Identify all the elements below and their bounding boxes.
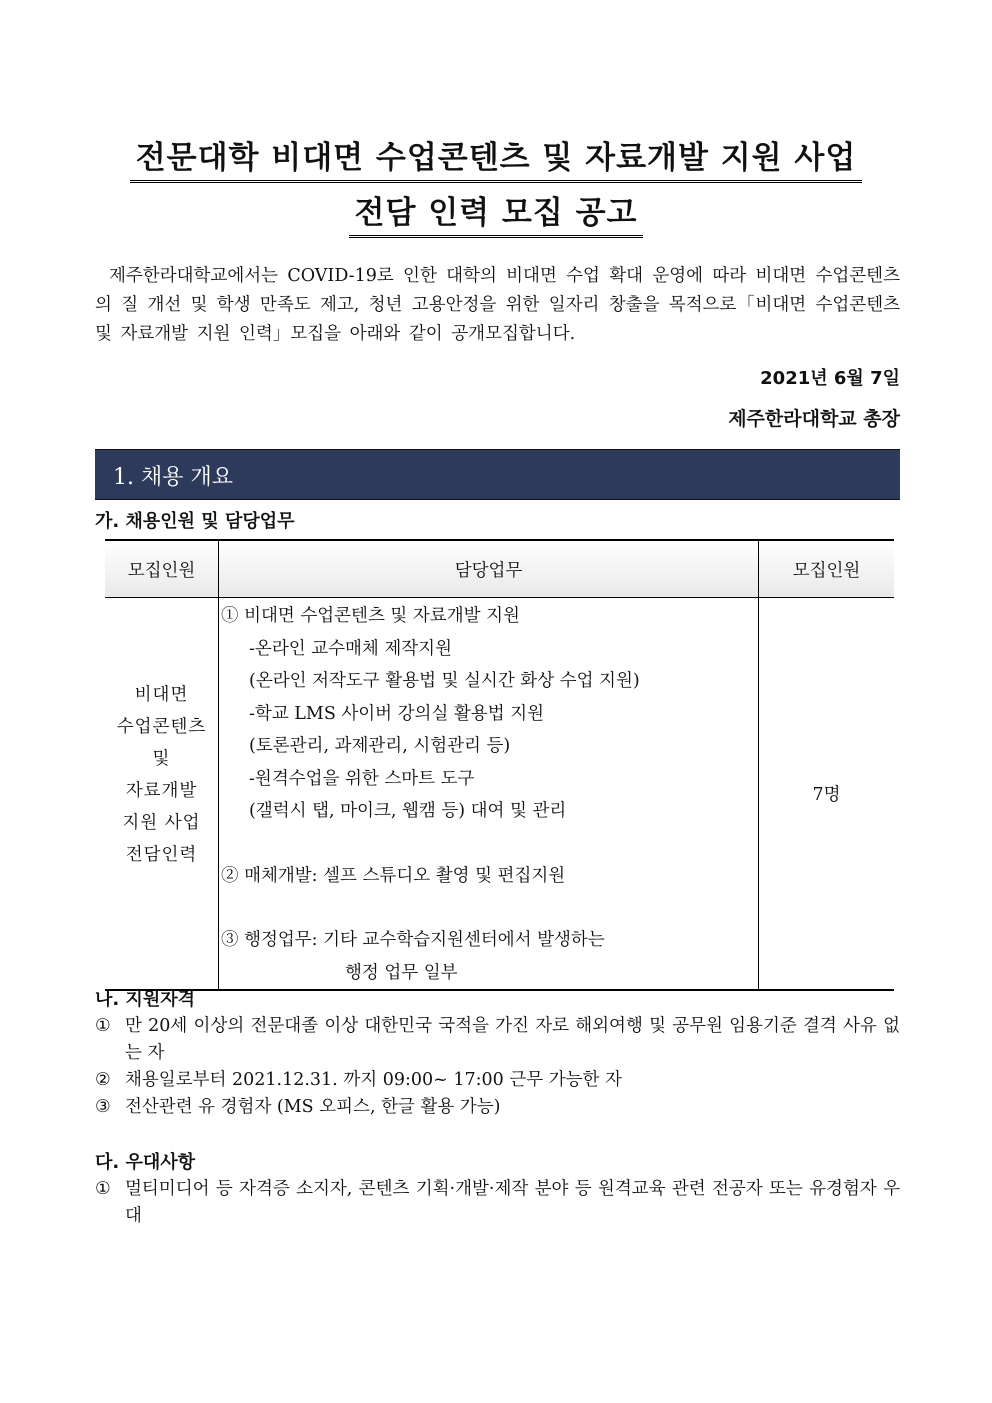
duty-line: ② 매체개발: 셀프 스튜디오 촬영 및 편집지원 [221,865,566,886]
item-text: 만 20세 이상의 전문대졸 이상 대한민국 국적을 가진 자로 해외여행 및 공무원 임용기준 결격 사유 없는 자 [125,1016,900,1063]
intro-text: 제주한라대학교에서는 COVID-19로 인한 대학의 비대면 수업 확대 운영에 따라 비대면 수업콘텐츠의 질 개선 및 학생 만족도 제고, 청년 고용안정을 위한 일자리 창출을 목적으로「비대면 수업콘텐츠 및 자료개발 지원 인력」모집을 아래와 같이 공개모집합니다. [95,266,900,344]
table-header: 담당업무 [219,540,759,598]
duty-line: ③ 행정업무: 기타 교수학습지원센터에서 발생하는 [221,930,605,950]
subheading-qualifications: 나. 지원자격 [95,989,196,1010]
item-text: 전산관련 유 경험자 (MS 오피스, 한글 활용 가능) [125,1097,501,1117]
position-line: 비대면 [134,685,189,705]
item-number: ② [95,1070,111,1090]
position-line: 전담인력 [125,845,198,865]
duty-line: 행정 업무 일부 [345,962,458,983]
duty-line: (토론관리, 과제관리, 시험관리 등) [249,736,511,756]
list-item [95,1067,900,1094]
recruitment-table [105,539,894,991]
table-header: 모집인원 [105,540,219,598]
item-text: 채용일로부터 2021.12.31. 까지 09:00~ 17:00 근무 가능한 자 [125,1070,622,1090]
item-number: ① [95,1016,111,1036]
document-title [0,138,992,238]
duty-line: (온라인 저작도구 활용법 및 실시간 화상 수업 지원) [249,671,640,691]
list-item [95,1176,900,1230]
duty-line: (갤럭시 탭, 마이크, 웹캠 등) 대여 및 관리 [249,801,567,821]
section-header [95,449,900,500]
headcount-cell: 7명 [759,598,895,991]
item-text: 멀티미디어 등 자격증 소지자, 콘텐츠 기획·개발·제작 분야 등 원격교육 관련 전공자 또는 유경험자 우대 [125,1179,900,1226]
duty-line: -원격수업을 위한 스마트 도구 [249,768,475,789]
subheading-recruitment: 가. 채용인원 및 담당업무 [95,511,295,532]
table-header-row [105,540,894,598]
preferences-list [95,1176,900,1230]
intro-paragraph [95,262,900,349]
position-line: 수업콘텐츠 [116,717,207,737]
duties-cell [219,598,759,991]
duty-line: ① 비대면 수업콘텐츠 및 자료개발 지원 [221,606,520,626]
position-line: 및 [152,749,171,769]
table-header: 모집인원 [759,540,895,598]
item-number: ③ [95,1097,111,1117]
table-row [105,598,894,991]
duty-line: -온라인 교수매체 제작지원 [249,638,452,659]
announcement-date: 2021년 6월 7일 [760,368,900,389]
subheading-preferences: 다. 우대사항 [95,1152,196,1173]
list-item [95,1013,900,1067]
qualifications-list [95,1013,900,1121]
issuer: 제주한라대학교 총장 [728,408,900,430]
position-line: 자료개발 [125,781,198,801]
duty-line: -학교 LMS 사이버 강의실 활용법 지원 [249,703,545,724]
title-line-1: 전문대학 비대면 수업콘텐츠 및 자료개발 지원 사업 [130,138,863,183]
list-item [95,1094,900,1121]
item-number: ① [95,1179,111,1199]
title-line-2: 전담 인력 모집 공고 [349,193,644,238]
position-cell [105,598,219,991]
position-line: 지원 사업 [122,813,201,833]
section-title: 1. 채용 개요 [113,465,233,490]
